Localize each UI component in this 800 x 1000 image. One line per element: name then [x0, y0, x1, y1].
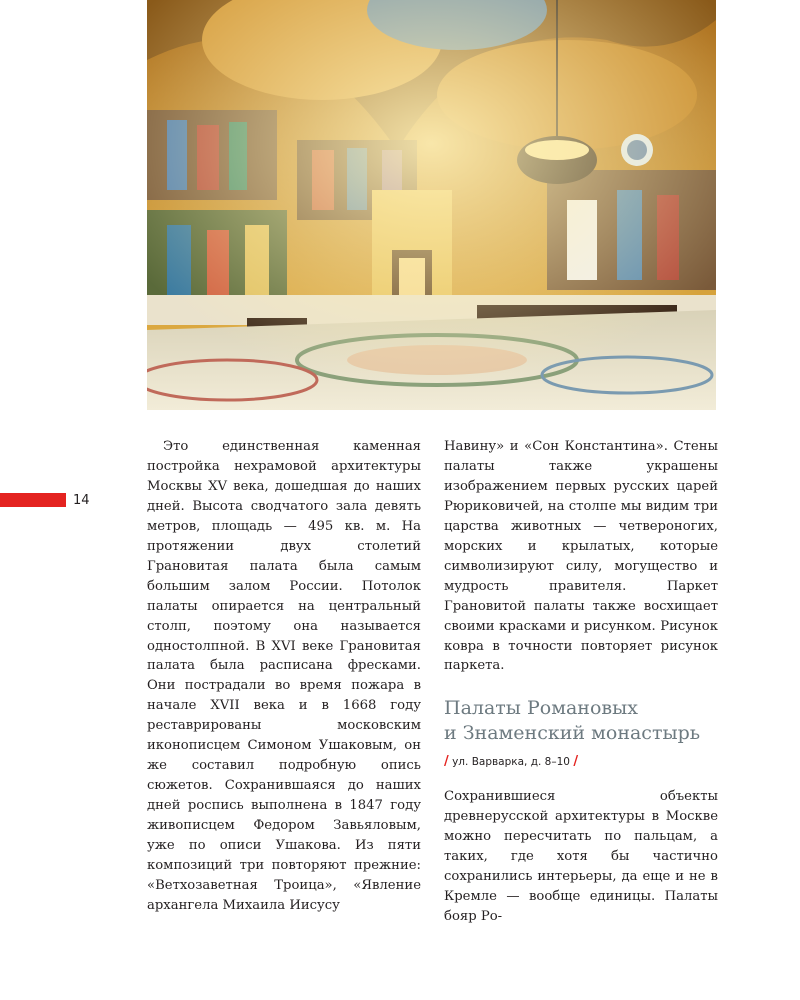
section-title-line2: и Знаменский монастырь	[444, 722, 701, 745]
left-column	[147, 437, 421, 916]
address-text: ул. Варварка, д. 8–10	[452, 756, 570, 769]
body-paragraph-continued: Навину» и «Сон Константина». Стены палаты также украшены изображением первых русских царей Рюриковичей, на столпе мы видим три царства животных — четвероногих, морских и крылатых, которые символизируют силу, могущество и мудрость правителя. Паркет Грановитой палаты также восхищает своими красками и рисунком. Рисунок ковра в точности повторяет рисунок паркета.	[444, 439, 718, 674]
slash-marker-icon: /	[573, 754, 579, 770]
section-paragraph: Сохранившиеся объекты древнерусской архитектуры в Москве можно пересчитать по пальцам, а таких, где хотя бы частично сохранились интерьеры, да еще и не в Кремле — вообще единицы. Палаты бояр Ро-	[444, 789, 718, 925]
page-number: 14	[73, 493, 90, 508]
section-title-line1: Палаты Романовых	[444, 697, 638, 720]
page-marker-bar	[0, 493, 66, 507]
address-line	[444, 754, 718, 770]
section-title	[444, 696, 718, 746]
body-paragraph: Это единственная каменная постройка нехрамовой архитектуры Москвы XV века, дошедшая до наших дней. Высота сводчатого зала девять метров, площадь — 495 кв. м. На протяжении двух столетий Грановитая палата была самым большим залом России. Потолок палаты опирается на центральный столп, поэтому она называется одностолпной. В XVI веке Грановитая палата была расписана фресками. Они пострадали во время пожара в начале XVII века и в 1668 году реставрированы московским иконописцем Симоном Ушаковым, он же составил подробную опись сюжетов. Сохранившаяся до наших дней роспись выполнена в 1847 году живописцем Федором Завьяловым, уже по описи Ушакова. Из пяти композиций три повторяют прежние: «Ветхозаветная Троица», «Явление архангела Михаила Иисусу	[147, 439, 421, 913]
right-column	[444, 437, 718, 927]
slash-marker-icon: /	[444, 754, 449, 770]
palace-interior-photo-icon	[147, 0, 716, 410]
hero-photo	[147, 0, 716, 410]
